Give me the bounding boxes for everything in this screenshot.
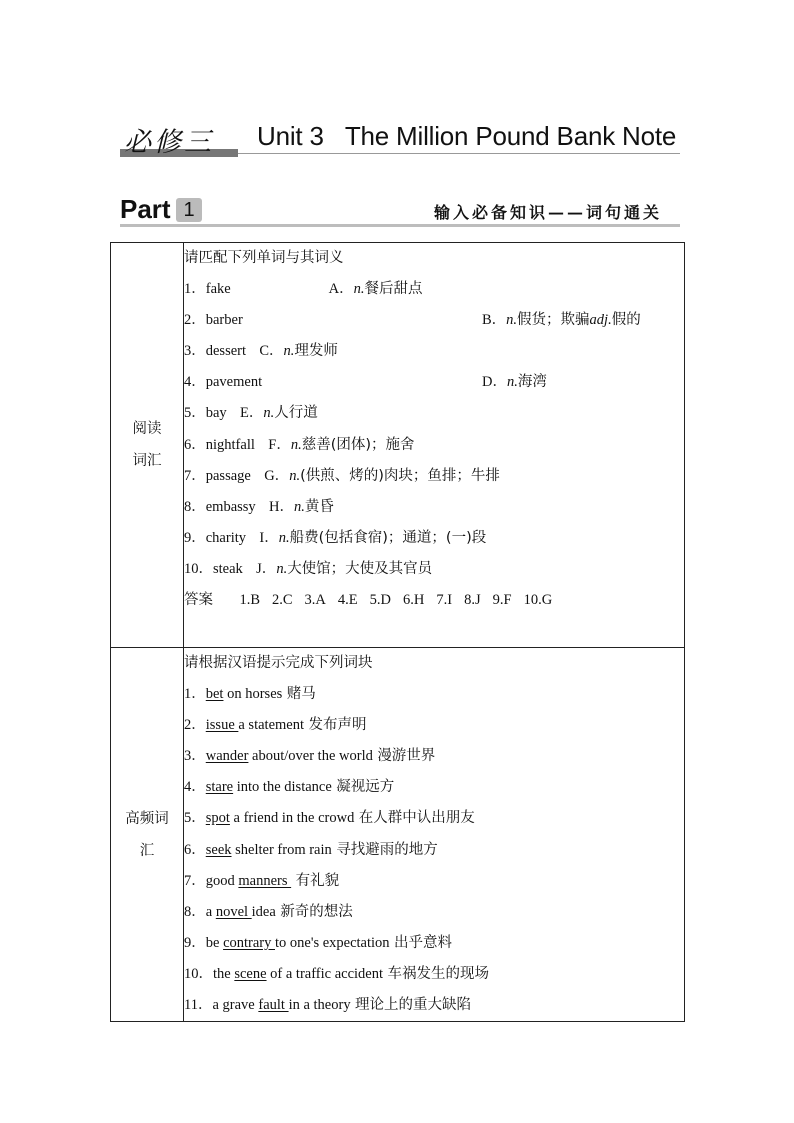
part-heading: 输入必备知识——词句通关 (433, 203, 662, 222)
chinese-meaning: 慈善(团体)；施舍 (301, 436, 415, 453)
chinese-meaning: (供煎、烤的)肉块；鱼排；牛排 (300, 467, 500, 484)
item-number: 1． (184, 686, 206, 703)
phrase-prefix: a grave (212, 997, 259, 1014)
answer: 10.G (523, 592, 553, 609)
match-item (184, 336, 684, 367)
chinese-gloss: 新奇的想法 (280, 903, 353, 920)
item-number: 1． (184, 281, 206, 298)
phrase-suffix: on horses (223, 686, 283, 703)
phrase-list (184, 679, 684, 1021)
phrase-item (184, 679, 684, 710)
high-freq-row (111, 648, 685, 1022)
answer: 1.B (239, 592, 260, 609)
item-number: 3． (184, 343, 206, 360)
phrase-suffix: of a traffic accident (266, 965, 384, 982)
item-number: 4． (184, 779, 206, 796)
match-word-group (184, 343, 246, 359)
meaning-option (243, 561, 432, 577)
option-letter: H． (269, 498, 295, 515)
item-number: 5． (184, 810, 206, 827)
item-number: 6． (184, 436, 206, 453)
phrase-suffix: to one's expectation (275, 934, 390, 951)
instruction: 请根据汉语提示完成下列词块 (184, 655, 373, 671)
phrase-item (184, 928, 684, 959)
match-word-group (184, 312, 243, 328)
match-list (184, 274, 684, 585)
answer: 5.D (369, 592, 391, 609)
item-number: 6． (184, 841, 206, 858)
part-of-speech: n. (294, 498, 305, 515)
lesson-title: The Million Pound Bank Note (344, 121, 677, 151)
part-of-speech: n. (353, 281, 365, 298)
answer-blank: novel (215, 903, 252, 920)
vocab-table (110, 242, 685, 1022)
item-number: 10． (184, 965, 213, 982)
unit-number: Unit 3 (257, 121, 324, 151)
answer: 6.H (403, 592, 425, 609)
meaning-option (227, 405, 318, 421)
chinese-gloss: 有礼貌 (295, 872, 340, 889)
page-header (120, 118, 680, 162)
option-letter: J． (256, 560, 277, 577)
match-word-group (184, 374, 262, 390)
english-word: bay (205, 405, 227, 422)
chinese-meaning: 人行道 (274, 405, 318, 422)
match-item (184, 274, 684, 305)
answer-blank: fault (258, 997, 289, 1014)
chinese-meaning: 餐后甜点 (364, 281, 423, 298)
option-letter: A． (328, 281, 354, 298)
phrase-prefix: good (205, 872, 239, 889)
chinese-gloss: 漫游世界 (377, 748, 436, 765)
part-of-speech: n. (290, 436, 302, 453)
answer: 4.E (337, 592, 358, 609)
item-number: 9． (184, 529, 206, 546)
match-item (184, 461, 684, 492)
answer-label: 答案 (184, 592, 213, 609)
book-label: 必修三 (124, 127, 214, 158)
phrase-item (184, 803, 684, 834)
english-word: embassy (205, 498, 256, 515)
chinese-meaning: 假货；欺骗 (517, 312, 590, 329)
match-word-group (184, 499, 256, 515)
answer-line (184, 585, 684, 616)
category-line: 阅读 (132, 421, 162, 437)
part-rule (120, 224, 680, 227)
category-line: 汇 (139, 842, 155, 859)
chinese-gloss: 在人群中认出朋友 (358, 810, 475, 827)
answer: 3.A (304, 592, 326, 609)
phrase-suffix: shelter from rain (231, 841, 332, 858)
spacer (255, 437, 268, 453)
item-number: 5． (184, 405, 206, 422)
option-letter: D． (482, 374, 507, 391)
item-number: 2． (184, 717, 206, 734)
option-letter: B． (482, 312, 507, 329)
meaning-option (482, 305, 641, 336)
match-item (184, 523, 684, 554)
meaning-option (256, 499, 334, 515)
phrase-suffix: in a theory (288, 997, 351, 1014)
high-freq-category (111, 648, 184, 1022)
option-letter: C． (259, 343, 284, 360)
phrase-suffix: into the distance (233, 779, 332, 796)
part-of-speech: n. (276, 560, 288, 577)
answer-blank: bet (205, 686, 224, 703)
english-word: pavement (205, 374, 263, 391)
reading-vocab-category (111, 243, 184, 648)
spacer (251, 468, 264, 484)
option-letter: E． (240, 405, 264, 422)
high-freq-content (184, 648, 685, 1022)
answer-list (217, 592, 552, 608)
phrase-item (184, 741, 684, 772)
part-of-speech: n. (289, 467, 301, 484)
chinese-meaning: 黄昏 (304, 498, 334, 515)
chinese-meaning: 船费(包括食宿)；通道；(一)段 (289, 529, 487, 546)
category-line: 高频词 (125, 810, 169, 827)
answer-blank: scene (234, 965, 267, 982)
chinese-meaning: 海湾 (517, 374, 547, 391)
item-number: 3． (184, 748, 206, 765)
match-item (184, 367, 684, 398)
match-word-group (184, 530, 246, 546)
unit-title (257, 121, 676, 152)
phrase-suffix: idea (251, 903, 276, 920)
english-word: barber (205, 312, 243, 329)
meaning-option (246, 343, 338, 359)
english-word: charity (205, 529, 247, 546)
option-letter: I． (259, 529, 279, 546)
match-item (184, 554, 684, 585)
match-word-group (184, 468, 251, 484)
match-word-group (184, 561, 243, 577)
phrase-prefix: be (205, 934, 224, 951)
english-word: passage (205, 467, 251, 484)
item-number: 8． (184, 903, 206, 920)
option-letter: F． (268, 436, 291, 453)
reading-vocab-content (184, 243, 685, 648)
option-letter: G． (264, 467, 290, 484)
spacer (246, 343, 259, 359)
category-line: 词汇 (132, 453, 162, 469)
part-header (120, 194, 680, 228)
phrase-item (184, 772, 684, 803)
item-number: 4． (184, 374, 206, 391)
chinese-gloss: 凝视远方 (336, 779, 395, 796)
answer-blank: spot (205, 810, 230, 827)
answer-blank: manners (238, 872, 292, 889)
part-of-speech: n. (506, 312, 518, 329)
phrase-item (184, 990, 684, 1021)
phrase-item (184, 959, 684, 990)
match-item (184, 430, 684, 461)
phrase-item (184, 835, 684, 866)
chinese-gloss: 赌马 (286, 686, 316, 703)
chinese-gloss: 发布声明 (308, 717, 367, 734)
part-of-speech: n. (506, 374, 518, 391)
part-number-badge: 1 (176, 198, 202, 222)
phrase-prefix: the (213, 965, 235, 982)
part-of-speech: adj. (589, 312, 612, 329)
meaning-option (255, 437, 415, 453)
meaning-option (246, 530, 486, 546)
part-of-speech: n. (283, 343, 295, 360)
chinese-meaning: 大使馆；大使及其官员 (287, 560, 433, 577)
meaning-option (251, 468, 500, 484)
answer-blank: issue (205, 717, 239, 734)
item-number: 11． (184, 997, 213, 1014)
item-number: 7． (184, 467, 206, 484)
meaning-option (231, 281, 423, 297)
part-word: Part (120, 194, 171, 224)
phrase-item (184, 710, 684, 741)
spacer (227, 405, 240, 421)
meaning-option (482, 367, 547, 398)
spacer (231, 281, 329, 297)
phrase-item (184, 866, 684, 897)
english-word: steak (213, 560, 243, 577)
item-number: 9． (184, 934, 206, 951)
match-word-group (184, 281, 231, 297)
chinese-meaning: 理发师 (294, 343, 338, 360)
item-number: 7． (184, 872, 206, 889)
title-rule (238, 153, 680, 154)
answer: 8.J (464, 592, 481, 609)
match-word-group (184, 405, 227, 421)
match-item (184, 305, 684, 336)
answer-blank: wander (205, 748, 249, 765)
answer-blank: stare (205, 779, 234, 796)
item-number: 10． (184, 560, 213, 577)
chinese-meaning: 假的 (611, 312, 641, 329)
match-item (184, 492, 684, 523)
match-item (184, 398, 684, 429)
item-number: 2． (184, 312, 206, 329)
chinese-gloss: 车祸发生的现场 (387, 965, 489, 982)
answer-blank: seek (205, 841, 232, 858)
phrase-prefix: a (205, 903, 216, 920)
reading-vocab-row (111, 243, 685, 648)
instruction: 请匹配下列单词与其词义 (184, 250, 344, 266)
spacer (246, 530, 259, 546)
answer: 7.I (436, 592, 453, 609)
chinese-gloss: 出乎意料 (394, 934, 453, 951)
item-number: 8． (184, 498, 206, 515)
part-of-speech: n. (263, 405, 275, 422)
answer: 2.C (272, 592, 293, 609)
match-word-group (184, 437, 255, 453)
phrase-suffix: a friend in the crowd (229, 810, 355, 827)
english-word: nightfall (205, 436, 255, 453)
phrase-item (184, 897, 684, 928)
answer-blank: contrary (223, 934, 275, 951)
answer: 9.F (492, 592, 512, 609)
phrase-suffix: about/over the world (248, 748, 373, 765)
spacer (256, 499, 269, 515)
english-word: dessert (205, 343, 247, 360)
chinese-gloss: 理论上的重大缺陷 (355, 997, 472, 1014)
part-of-speech: n. (278, 529, 290, 546)
english-word: fake (205, 281, 231, 298)
phrase-suffix: a statement (238, 717, 305, 734)
spacer (243, 561, 256, 577)
chinese-gloss: 寻找避雨的地方 (336, 841, 438, 858)
